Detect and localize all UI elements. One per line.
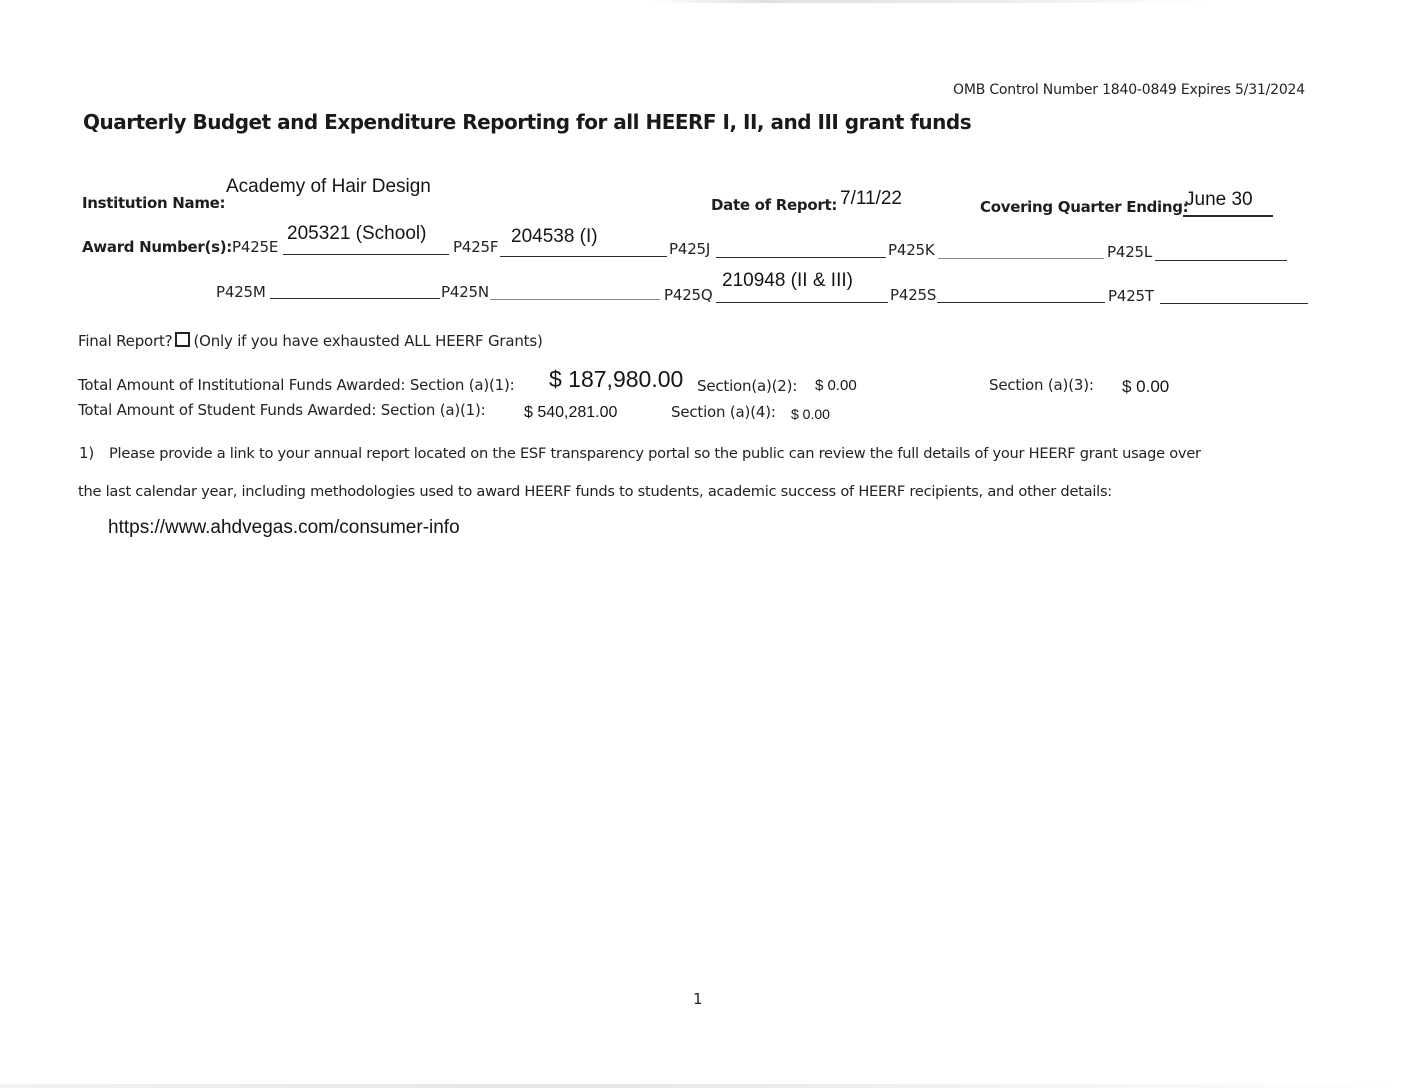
award-code-p425q: P425Q bbox=[664, 286, 713, 304]
question-1-text-line1: Please provide a link to your annual report located on the ESF transparency portal so the public can review the full details of your HEERF grant usage over bbox=[109, 445, 1201, 462]
section-a3-label: Section (a)(3): bbox=[989, 376, 1094, 394]
award-line-p425k bbox=[938, 258, 1104, 259]
award-line-p425q bbox=[716, 302, 888, 303]
award-code-p425k: P425K bbox=[888, 241, 935, 259]
award-code-p425n: P425N bbox=[441, 283, 489, 301]
question-1-text-line2: the last calendar year, including methodologies used to award HEERF funds to students, academic success of HEERF recipients, and other details: bbox=[78, 483, 1112, 500]
award-line-p425f bbox=[500, 256, 667, 257]
award-value-p425e: 205321 (School) bbox=[287, 223, 427, 244]
institutional-funds-a1-value: $ 187,980.00 bbox=[549, 366, 684, 392]
omb-control-number: OMB Control Number 1840-0849 Expires 5/31/2024 bbox=[953, 82, 1305, 98]
award-line-p425e bbox=[283, 254, 449, 255]
award-code-p425j: P425J bbox=[669, 240, 711, 258]
award-numbers-label: Award Number(s): bbox=[82, 238, 232, 256]
covering-quarter-value: June 30 bbox=[1185, 189, 1253, 210]
section-a4-value: $ 0.00 bbox=[791, 406, 830, 422]
award-line-p425j bbox=[716, 257, 886, 258]
final-report-checkbox[interactable] bbox=[175, 332, 190, 347]
final-report-prefix: Final Report? bbox=[78, 332, 173, 350]
institution-name-label: Institution Name: bbox=[82, 194, 226, 212]
award-value-p425q: 210948 (II & III) bbox=[722, 270, 853, 291]
scan-artifact-bottom bbox=[0, 1084, 1408, 1088]
award-code-p425t: P425T bbox=[1108, 287, 1154, 305]
final-report-suffix: (Only if you have exhausted ALL HEERF Grants) bbox=[193, 332, 543, 350]
award-value-p425f: 204538 (I) bbox=[511, 226, 598, 247]
award-code-p425s: P425S bbox=[890, 286, 937, 304]
final-report-line bbox=[78, 332, 543, 350]
question-1-number: 1) bbox=[79, 444, 94, 462]
student-funds-label: Total Amount of Student Funds Awarded: Section (a)(1): bbox=[78, 401, 486, 419]
scan-artifact-top bbox=[650, 0, 1210, 3]
form-title: Quarterly Budget and Expenditure Reporting for all HEERF I, II, and III grant funds bbox=[83, 110, 972, 134]
award-line-p425s bbox=[937, 302, 1105, 303]
section-a3-value: $ 0.00 bbox=[1122, 377, 1170, 396]
award-line-p425t bbox=[1160, 303, 1308, 304]
page-number: 1 bbox=[693, 990, 703, 1008]
award-code-p425e: P425E bbox=[232, 238, 279, 256]
award-code-p425l: P425L bbox=[1107, 243, 1153, 261]
award-code-p425f: P425F bbox=[453, 238, 499, 256]
award-line-p425n bbox=[490, 299, 660, 300]
institutional-funds-label: Total Amount of Institutional Funds Awarded: Section (a)(1): bbox=[78, 376, 515, 394]
award-line-p425m bbox=[270, 298, 440, 299]
annual-report-link[interactable]: https://www.ahdvegas.com/consumer-info bbox=[108, 517, 460, 538]
student-funds-a1-value: $ 540,281.00 bbox=[524, 404, 618, 421]
institution-name-value: Academy of Hair Design bbox=[226, 176, 431, 197]
covering-quarter-label: Covering Quarter Ending: bbox=[980, 198, 1189, 216]
award-code-p425m: P425M bbox=[216, 283, 266, 301]
award-line-p425l bbox=[1155, 260, 1287, 261]
date-of-report-value: 7/11/22 bbox=[840, 188, 902, 209]
covering-quarter-underline bbox=[1183, 215, 1273, 217]
section-a2-label: Section(a)(2): bbox=[697, 377, 798, 395]
date-of-report-label: Date of Report: bbox=[711, 196, 838, 214]
section-a2-value: $ 0.00 bbox=[815, 377, 857, 394]
section-a4-label: Section (a)(4): bbox=[671, 403, 776, 421]
